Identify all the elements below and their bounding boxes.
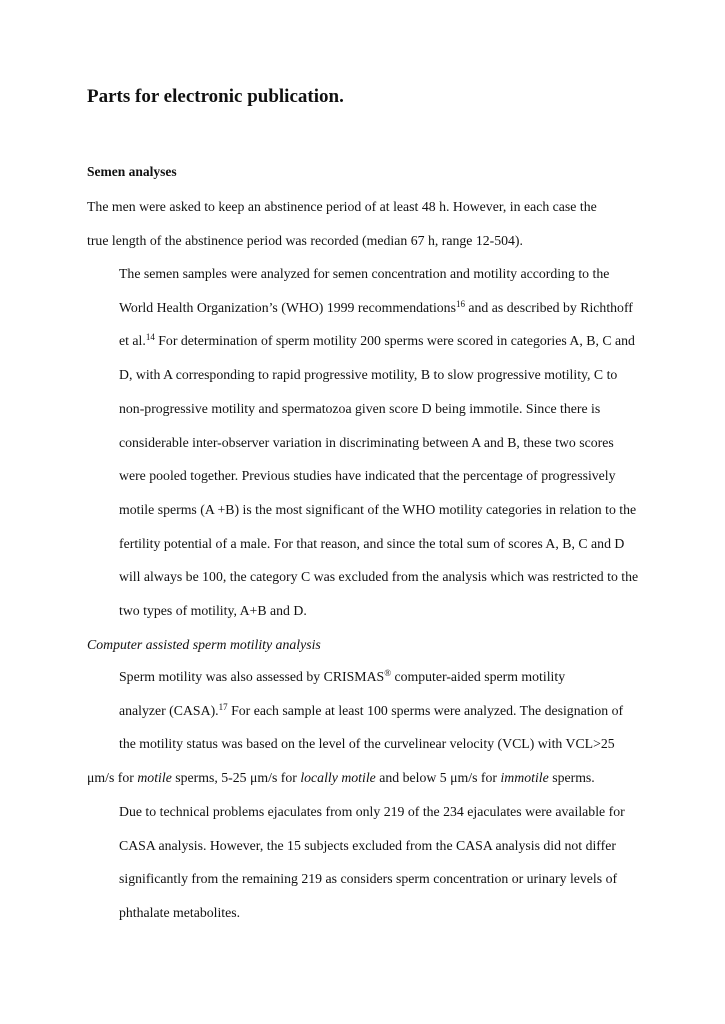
text-line: true length of the abstinence period was recorded (median 67 h, range 12-504). bbox=[87, 232, 523, 248]
text-line bbox=[87, 694, 642, 728]
text-line: fertility potential of a male. For that reason, and since the total sum of scores A, B, C and D bbox=[119, 535, 625, 551]
text-segment: and as described by Richthoff bbox=[464, 299, 633, 315]
text-segment: For determination of sperm motility 200 sperms were scored in categories A, B, C and bbox=[154, 333, 635, 349]
text-line bbox=[87, 761, 642, 795]
text-segment: sperms. bbox=[548, 770, 595, 786]
paragraph-casa bbox=[87, 660, 642, 930]
text-line: two types of motility, A+B and D. bbox=[119, 603, 307, 619]
text-line: CASA analysis. However, the 15 subjects excluded from the CASA analysis did not differ bbox=[119, 837, 616, 853]
text-segment: and below 5 μm/s for bbox=[375, 770, 501, 786]
text-segment: For each sample at least 100 sperms were analyzed. The designation of bbox=[227, 702, 624, 718]
text-line: considerable inter-observer variation in discriminating between A and B, these two scores bbox=[119, 434, 614, 450]
reference-superscript: 14 bbox=[145, 332, 155, 343]
text-line: The men were asked to keep an abstinence period of at least 48 h. However, in each case the bbox=[87, 199, 597, 214]
text-line: phthalate metabolites. bbox=[119, 904, 241, 920]
text-segment: μm/s for bbox=[87, 770, 138, 786]
text-segment: et al. bbox=[119, 333, 146, 349]
text-line: Due to technical problems ejaculates from only 219 of the 234 ejaculates were available for bbox=[119, 803, 625, 819]
text-line: motile sperms (A +B) is the most significant of the WHO motility categories in relation to the bbox=[119, 501, 637, 517]
italic-term: locally motile bbox=[300, 770, 376, 786]
italic-term: immotile bbox=[500, 770, 549, 786]
text-segment: analyzer (CASA). bbox=[119, 702, 219, 718]
text-segment: Sperm motility was also assessed by CRISMAS bbox=[119, 669, 385, 684]
reference-superscript: 17 bbox=[218, 701, 228, 712]
text-segment: World Health Organization’s (WHO) 1999 recommendations bbox=[119, 299, 456, 315]
text-line: were pooled together. Previous studies have indicated that the percentage of progressively bbox=[119, 468, 616, 484]
italic-term: motile bbox=[137, 770, 172, 786]
page-title: Parts for electronic publication. bbox=[87, 86, 344, 107]
text-line: non-progressive motility and spermatozoa given score D being immotile. Since there is bbox=[119, 400, 601, 416]
registered-mark: ® bbox=[384, 668, 392, 678]
reference-superscript: 16 bbox=[455, 298, 465, 309]
section-heading: Semen analyses bbox=[87, 164, 177, 179]
text-line bbox=[87, 291, 642, 325]
text-segment: sperms, 5-25 μm/s for bbox=[171, 770, 301, 786]
text-segment: computer-aided sperm motility bbox=[391, 669, 566, 684]
paragraph-abstinence bbox=[87, 190, 642, 257]
subheading-casa: Computer assisted sperm motility analysis bbox=[87, 637, 321, 652]
paragraph-semen-samples bbox=[87, 257, 642, 628]
text-line bbox=[87, 660, 642, 694]
text-line: significantly from the remaining 219 as considers sperm concentration or urinary levels of bbox=[119, 871, 618, 887]
text-line bbox=[87, 324, 642, 358]
text-line: the motility status was based on the level of the curvelinear velocity (VCL) with VCL>25 bbox=[119, 736, 615, 752]
text-line: will always be 100, the category C was excluded from the analysis which was restricted to the bbox=[119, 569, 639, 585]
text-line: D, with A corresponding to rapid progressive motility, B to slow progressive motility, C to bbox=[119, 367, 618, 383]
text-line: The semen samples were analyzed for semen concentration and motility according to the bbox=[119, 266, 610, 281]
